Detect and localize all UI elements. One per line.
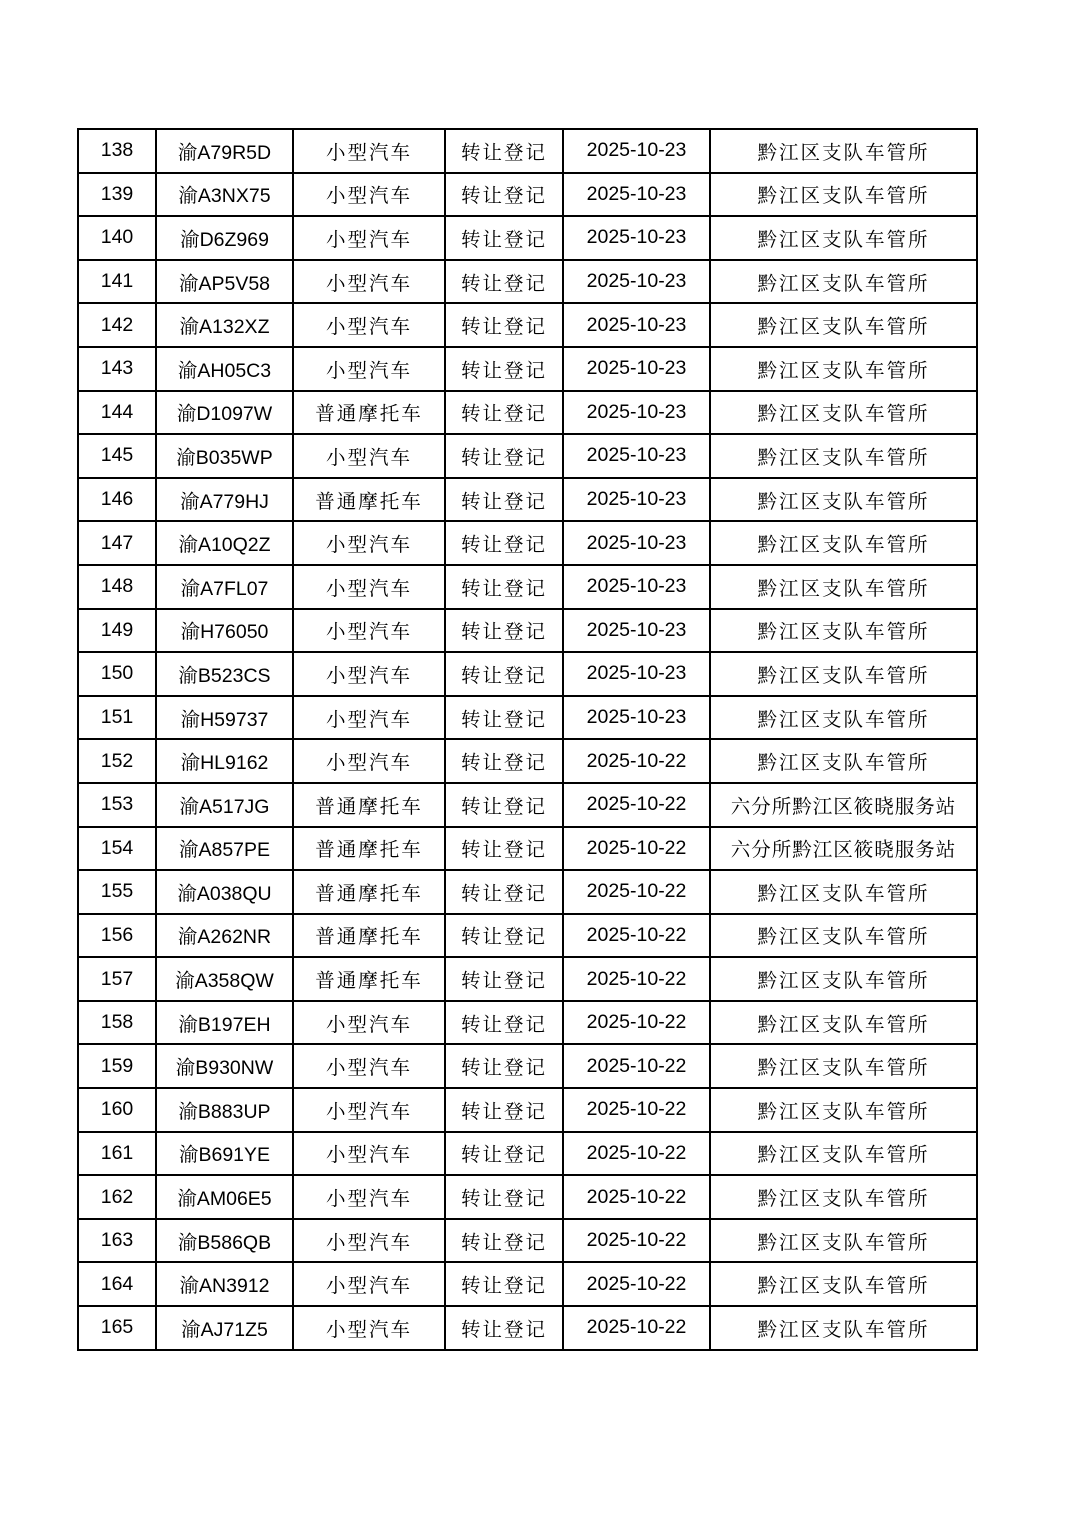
table-row [78,1044,977,1088]
registration-date: 2025-10-22 [563,739,710,783]
office-name: 黔江区支队车管所 [710,696,977,740]
plate-number: 渝B883UP [156,1088,293,1132]
office-name: 黔江区支队车管所 [710,216,977,260]
registration-date: 2025-10-22 [563,1001,710,1045]
vehicle-type: 普通摩托车 [293,957,445,1001]
vehicle-type: 普通摩托车 [293,914,445,958]
table-row [78,652,977,696]
vehicle-type: 小型汽车 [293,1175,445,1219]
table-row [78,391,977,435]
office-name: 黔江区支队车管所 [710,1219,977,1263]
vehicle-type: 小型汽车 [293,1088,445,1132]
row-number: 156 [78,914,156,958]
table-row [78,827,977,871]
office-name: 黔江区支队车管所 [710,1088,977,1132]
registration-date: 2025-10-22 [563,827,710,871]
registration-date: 2025-10-23 [563,347,710,391]
row-number: 154 [78,827,156,871]
registration-date: 2025-10-22 [563,914,710,958]
vehicle-type: 普通摩托车 [293,827,445,871]
office-name: 黔江区支队车管所 [710,303,977,347]
vehicle-type: 小型汽车 [293,216,445,260]
registration-date: 2025-10-22 [563,1306,710,1350]
plate-number: 渝A7FL07 [156,565,293,609]
office-name: 黔江区支队车管所 [710,565,977,609]
business-type: 转让登记 [445,696,563,740]
office-name: 黔江区支队车管所 [710,478,977,522]
table-row [78,173,977,217]
row-number: 152 [78,739,156,783]
row-number: 147 [78,521,156,565]
plate-number: 渝H76050 [156,609,293,653]
plate-number: 渝B930NW [156,1044,293,1088]
row-number: 142 [78,303,156,347]
registration-date: 2025-10-22 [563,1262,710,1306]
business-type: 转让登记 [445,1044,563,1088]
plate-number: 渝B586QB [156,1219,293,1263]
registration-date: 2025-10-23 [563,434,710,478]
business-type: 转让登记 [445,216,563,260]
business-type: 转让登记 [445,1262,563,1306]
plate-number: 渝A3NX75 [156,173,293,217]
business-type: 转让登记 [445,914,563,958]
row-number: 149 [78,609,156,653]
business-type: 转让登记 [445,260,563,304]
vehicle-type: 小型汽车 [293,521,445,565]
plate-number: 渝B197EH [156,1001,293,1045]
table-row [78,870,977,914]
plate-number: 渝D6Z969 [156,216,293,260]
office-name: 黔江区支队车管所 [710,957,977,1001]
business-type: 转让登记 [445,434,563,478]
office-name: 黔江区支队车管所 [710,1175,977,1219]
office-name: 黔江区支队车管所 [710,1001,977,1045]
row-number: 139 [78,173,156,217]
table-row [78,914,977,958]
office-name: 黔江区支队车管所 [710,173,977,217]
row-number: 153 [78,783,156,827]
business-type: 转让登记 [445,1132,563,1176]
office-name: 黔江区支队车管所 [710,739,977,783]
table-row [78,478,977,522]
registration-date: 2025-10-23 [563,173,710,217]
registration-date: 2025-10-23 [563,391,710,435]
plate-number: 渝H59737 [156,696,293,740]
office-name: 黔江区支队车管所 [710,434,977,478]
registration-date: 2025-10-22 [563,1219,710,1263]
row-number: 144 [78,391,156,435]
table-row [78,1175,977,1219]
row-number: 161 [78,1132,156,1176]
row-number: 148 [78,565,156,609]
plate-number: 渝A517JG [156,783,293,827]
registration-date: 2025-10-23 [563,652,710,696]
plate-number: 渝AM06E5 [156,1175,293,1219]
business-type: 转让登记 [445,652,563,696]
business-type: 转让登记 [445,1088,563,1132]
business-type: 转让登记 [445,391,563,435]
registration-date: 2025-10-22 [563,957,710,1001]
plate-number: 渝A779HJ [156,478,293,522]
business-type: 转让登记 [445,129,563,173]
plate-number: 渝B691YE [156,1132,293,1176]
vehicle-type: 小型汽车 [293,1219,445,1263]
office-name: 黔江区支队车管所 [710,1306,977,1350]
plate-number: 渝A262NR [156,914,293,958]
table-row [78,1262,977,1306]
plate-number: 渝A79R5D [156,129,293,173]
office-name: 黔江区支队车管所 [710,1132,977,1176]
table-row [78,1219,977,1263]
plate-number: 渝AP5V58 [156,260,293,304]
vehicle-type: 小型汽车 [293,1262,445,1306]
vehicle-type: 普通摩托车 [293,391,445,435]
vehicle-type: 小型汽车 [293,1001,445,1045]
office-name: 黔江区支队车管所 [710,129,977,173]
office-name: 黔江区支队车管所 [710,652,977,696]
plate-number: 渝B035WP [156,434,293,478]
business-type: 转让登记 [445,739,563,783]
office-name: 黔江区支队车管所 [710,914,977,958]
business-type: 转让登记 [445,827,563,871]
registration-date: 2025-10-23 [563,260,710,304]
plate-number: 渝AN3912 [156,1262,293,1306]
plate-number: 渝A10Q2Z [156,521,293,565]
registration-date: 2025-10-23 [563,565,710,609]
row-number: 150 [78,652,156,696]
vehicle-transfer-table [77,128,978,1351]
vehicle-type: 小型汽车 [293,260,445,304]
row-number: 146 [78,478,156,522]
plate-number: 渝A132XZ [156,303,293,347]
table-row [78,783,977,827]
registration-date: 2025-10-23 [563,478,710,522]
table-row [78,129,977,173]
business-type: 转让登记 [445,957,563,1001]
table-row [78,739,977,783]
table-row [78,521,977,565]
registration-date: 2025-10-23 [563,216,710,260]
office-name: 黔江区支队车管所 [710,1262,977,1306]
vehicle-type: 普通摩托车 [293,783,445,827]
registration-date: 2025-10-23 [563,696,710,740]
row-number: 157 [78,957,156,1001]
business-type: 转让登记 [445,609,563,653]
plate-number: 渝A358QW [156,957,293,1001]
table-row [78,1132,977,1176]
vehicle-type: 普通摩托车 [293,870,445,914]
business-type: 转让登记 [445,303,563,347]
business-type: 转让登记 [445,1001,563,1045]
office-name: 六分所黔江区筱晓服务站 [710,827,977,871]
office-name: 黔江区支队车管所 [710,391,977,435]
registration-date: 2025-10-22 [563,1132,710,1176]
row-number: 160 [78,1088,156,1132]
table-row [78,260,977,304]
plate-number: 渝D1097W [156,391,293,435]
office-name: 黔江区支队车管所 [710,260,977,304]
registration-date: 2025-10-22 [563,870,710,914]
row-number: 164 [78,1262,156,1306]
vehicle-type: 小型汽车 [293,434,445,478]
vehicle-type: 小型汽车 [293,1306,445,1350]
table-row [78,1001,977,1045]
vehicle-type: 普通摩托车 [293,478,445,522]
registration-date: 2025-10-23 [563,521,710,565]
vehicle-type: 小型汽车 [293,739,445,783]
registration-date: 2025-10-22 [563,1175,710,1219]
table-row [78,303,977,347]
table-row [78,1088,977,1132]
business-type: 转让登记 [445,1175,563,1219]
vehicle-type: 小型汽车 [293,347,445,391]
plate-number: 渝HL9162 [156,739,293,783]
registration-date: 2025-10-23 [563,609,710,653]
table-row [78,434,977,478]
row-number: 140 [78,216,156,260]
business-type: 转让登记 [445,521,563,565]
row-number: 155 [78,870,156,914]
table-row [78,957,977,1001]
office-name: 黔江区支队车管所 [710,870,977,914]
vehicle-type: 小型汽车 [293,129,445,173]
row-number: 145 [78,434,156,478]
registration-date: 2025-10-22 [563,783,710,827]
vehicle-type: 小型汽车 [293,303,445,347]
vehicle-type: 小型汽车 [293,173,445,217]
vehicle-type: 小型汽车 [293,1044,445,1088]
row-number: 143 [78,347,156,391]
row-number: 165 [78,1306,156,1350]
plate-number: 渝AJ71Z5 [156,1306,293,1350]
registration-date: 2025-10-23 [563,129,710,173]
office-name: 黔江区支队车管所 [710,1044,977,1088]
table-row [78,565,977,609]
office-name: 六分所黔江区筱晓服务站 [710,783,977,827]
table-row [78,609,977,653]
vehicle-type: 小型汽车 [293,565,445,609]
row-number: 158 [78,1001,156,1045]
table-row [78,1306,977,1350]
business-type: 转让登记 [445,1306,563,1350]
registration-date: 2025-10-23 [563,303,710,347]
registration-date: 2025-10-22 [563,1088,710,1132]
plate-number: 渝A857PE [156,827,293,871]
business-type: 转让登记 [445,565,563,609]
business-type: 转让登记 [445,347,563,391]
business-type: 转让登记 [445,173,563,217]
vehicle-type: 小型汽车 [293,1132,445,1176]
plate-number: 渝A038QU [156,870,293,914]
row-number: 138 [78,129,156,173]
table-row [78,216,977,260]
table-body [78,129,977,1350]
business-type: 转让登记 [445,1219,563,1263]
business-type: 转让登记 [445,783,563,827]
table-row [78,347,977,391]
row-number: 162 [78,1175,156,1219]
table-row [78,696,977,740]
row-number: 151 [78,696,156,740]
vehicle-type: 小型汽车 [293,652,445,696]
office-name: 黔江区支队车管所 [710,347,977,391]
vehicle-type: 小型汽车 [293,609,445,653]
business-type: 转让登记 [445,870,563,914]
registration-date: 2025-10-22 [563,1044,710,1088]
row-number: 159 [78,1044,156,1088]
office-name: 黔江区支队车管所 [710,609,977,653]
row-number: 141 [78,260,156,304]
row-number: 163 [78,1219,156,1263]
vehicle-type: 小型汽车 [293,696,445,740]
plate-number: 渝B523CS [156,652,293,696]
office-name: 黔江区支队车管所 [710,521,977,565]
business-type: 转让登记 [445,478,563,522]
plate-number: 渝AH05C3 [156,347,293,391]
